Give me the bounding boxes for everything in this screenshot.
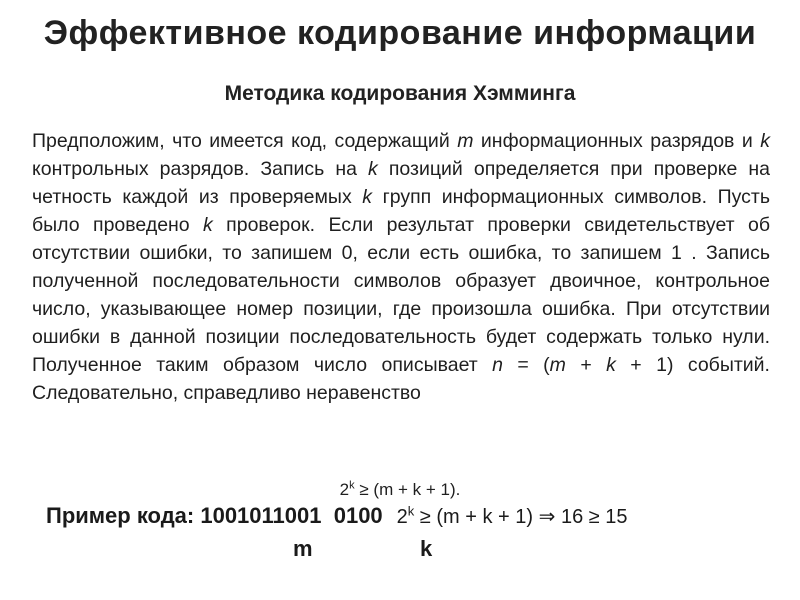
text-run: = ( — [502, 354, 550, 376]
var-n: n — [492, 354, 503, 376]
ineq-exponent: k — [407, 503, 415, 519]
text-run: информационных разрядов и — [473, 130, 761, 152]
text-run: проверок. Если результат проверки свидетельствует об отсутствии ошибки, то запишем 0, если есть ошибка, то запишем 1 . Запись полученной последовательности символов образует двоичное, контрольное число, указывающее номер позиции, где произошла ошибка. При отсутствии ошибки в данной позиции последовательность будет содержать только нули. Полученное таким образом число описывает — [32, 214, 770, 376]
info-bits: 1001011001 — [200, 503, 322, 528]
text-run: групп информационных символов. Пусть было проведено — [32, 186, 770, 236]
var-k: k — [606, 354, 616, 376]
check-bits-label: k — [420, 536, 433, 561]
body-paragraph — [32, 127, 770, 407]
formula-rest: ≥ (m + k + 1). — [354, 480, 461, 499]
text-run: Предположим, что имеется код, содержащий — [32, 130, 458, 152]
var-k: k — [362, 186, 373, 208]
var-m: m — [549, 354, 566, 376]
text-run: + 1) событий. Следовательно, справедливо неравенство — [32, 354, 770, 404]
page-title: Эффективное кодирование информации — [43, 14, 757, 52]
text-run: позиций определяется при проверке на четность каждой из проверяемых — [32, 158, 770, 208]
formula-base: 2 — [339, 480, 350, 499]
ineq-rest: ≥ (m + k + 1) ⇒ 16 ≥ 15 — [414, 506, 628, 528]
var-k: k — [760, 130, 770, 152]
formula-exponent: k — [349, 479, 355, 492]
page-subtitle: Методика кодирования Хэмминга — [224, 82, 576, 105]
example-inequality — [396, 503, 628, 528]
text-run: контрольных разрядов. Запись на — [32, 158, 369, 180]
var-m: m — [457, 130, 474, 152]
example-label: Пример кода: — [46, 503, 201, 528]
inequality-formula — [0, 480, 800, 500]
var-k: k — [203, 214, 213, 236]
var-k: k — [368, 158, 378, 180]
code-example — [46, 503, 628, 529]
ineq-base: 2 — [396, 506, 408, 528]
info-bits-label: m — [293, 536, 313, 561]
check-bits: 0100 — [333, 503, 383, 528]
text-run: + — [565, 354, 607, 376]
